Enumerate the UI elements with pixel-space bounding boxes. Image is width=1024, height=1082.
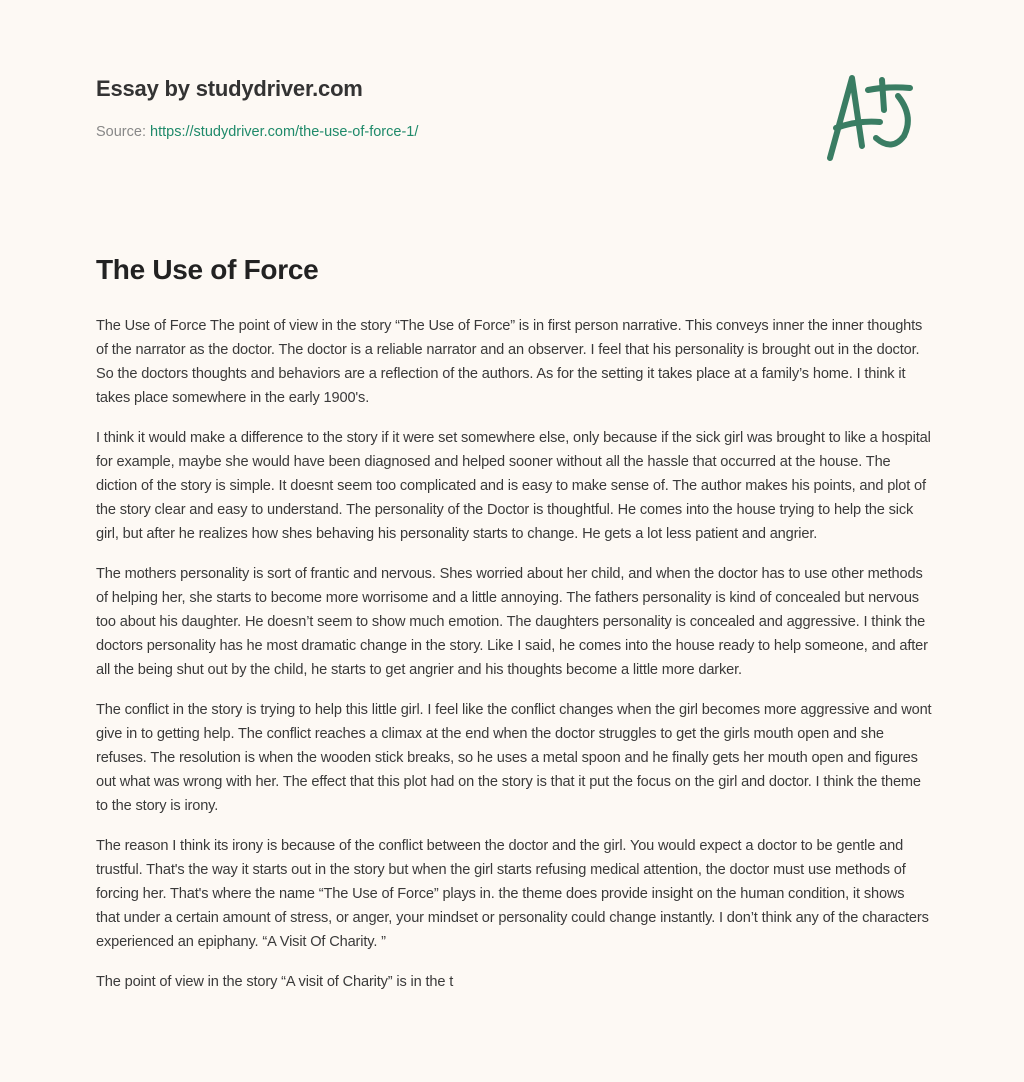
article-title: The Use of Force	[96, 254, 319, 285]
paragraph: I think it would make a difference to the story if it were set somewhere else, only because if the sick girl was brought to like a hospital for example, maybe she would have been diagnosed and helped sooner without all the hassle that occurred at the house. The diction of the story is simple. It doesnt seem too complicated and is easy to make sense of. The author makes his points, and plot of the story clear and easy to understand. The personality of the Doctor is thoughtful. He comes into the house trying to help the sick girl, but after he realizes how shes behaving his personality starts to change. He gets a lot less patient and angrier.	[96, 430, 931, 542]
paragraph: The mothers personality is sort of frantic and nervous. Shes worried about her child, and when the doctor has to use other methods of helping her, she starts to become more worrisome and a little annoying. The fathers personality is kind of concealed but nervous too about his daughter. He doesn’t seem to show much emotion. The daughters personality is concealed and aggressive. I think the doctors personality has he most dramatic change in the story. Like I said, he comes into the house ready to help someone, and after all the being shut out by the child, he starts to get angrier and his thoughts become a little more darker.	[96, 566, 928, 678]
paragraph: The Use of Force The point of view in the story “The Use of Force” is in first person narrative. This conveys inner the inner thoughts of the narrator as the doctor. The doctor is a reliable narrator and an observer. I feel that his personality is brought out in the doctor. So the doctors thoughts and behaviors are a reflection of the authors. As for the setting it takes place at a family’s home. I think it takes place somewhere in the early 1900's.	[96, 318, 923, 406]
a-plus-logo-icon	[818, 66, 928, 166]
source-link[interactable]: https://studydriver.com/the-use-of-force-1/	[150, 124, 419, 140]
paragraph: The conflict in the story is trying to help this little girl. I feel like the conflict changes when the girl becomes more aggressive and wont give in to getting help. The conflict reaches a climax at the end when the doctor struggles to get the girls mouth open and she refuses. The resolution is when the wooden stick breaks, so he uses a metal spoon and he finally gets her mouth open and figures out what was wrong with her. The effect that this plot had on the story is that it put the focus on the girl and doctor. I think the theme to the story is irony.	[96, 702, 932, 814]
paragraph: The point of view in the story “A visit of Charity” is in the t	[96, 974, 454, 990]
source-line	[96, 124, 418, 140]
site-brand: Essay by studydriver.com	[96, 76, 363, 101]
paragraph: The reason I think its irony is because of the conflict between the doctor and the girl. You would expect a doctor to be gentle and trustful. That's the way it starts out in the story but when the girl starts refusing medical attention, the doctor must use methods of forcing her. That's where the name “The Use of Force” plays in. the theme does provide insight on the human condition, it shows that under a certain amount of stress, or anger, your mindset or personality could change instantly. I don’t think any of the characters experienced an epiphany. “A Visit Of Charity. ”	[96, 838, 929, 950]
source-label: Source:	[96, 124, 146, 140]
article-body	[96, 314, 932, 1010]
